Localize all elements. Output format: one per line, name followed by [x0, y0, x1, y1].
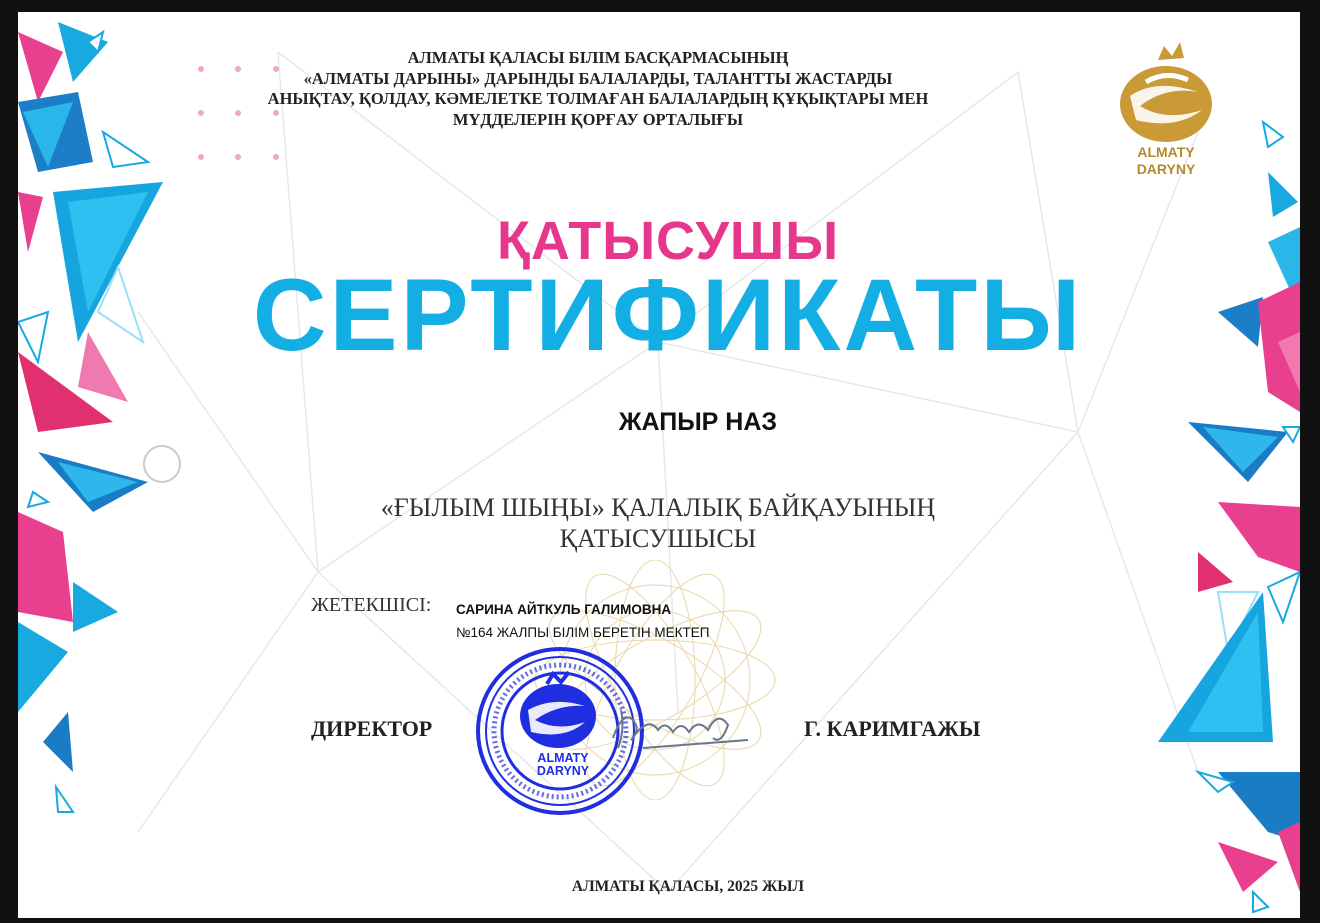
footer-place-year: АЛМАТЫ ҚАЛАСЫ, 2025 ЖЫЛ	[571, 878, 805, 895]
logo-line: DARYNY	[1136, 161, 1196, 177]
recipient-name: ЖАПЫР НАЗ	[618, 408, 778, 436]
logo-text	[1106, 144, 1226, 178]
leader-school: №164 ЖАЛПЫ БІЛІМ БЕРЕТІН МЕКТЕП	[456, 625, 710, 640]
leader-label: ЖЕТЕКШІСІ:	[311, 594, 432, 616]
stamp-line: ALMATY	[537, 751, 589, 765]
director-name: Г. КАРИМГАЖЫ	[804, 716, 981, 741]
header-line: «АЛМАТЫ ДАРЫНЫ» ДАРЫНДЫ БАЛАЛАРДЫ, ТАЛАНТТЫ ЖАСТАРДЫ	[303, 68, 893, 88]
title-participant: ҚАТЫСУШЫ	[496, 211, 840, 271]
header-line: АНЫҚТАУ, ҚОЛДАУ, КӘМЕЛЕТКЕ ТОЛМАҒАН БАЛАЛАРДЫҢ ҚҰҚЫҚТАРЫ МЕН	[267, 89, 929, 108]
award-line: «ҒЫЛЫМ ШЫҢЫ» ҚАЛАЛЫҚ БАЙҚАУЫНЫҢ	[380, 493, 936, 522]
certificate	[18, 12, 1300, 918]
leader-name: САРИНА АЙТКУЛЬ ГАЛИМОВНА	[456, 602, 672, 617]
award-description	[258, 492, 1058, 554]
header-line: АЛМАТЫ ҚАЛАСЫ БІЛІМ БАСҚАРМАСЫНЫҢ	[407, 48, 789, 67]
stamp-line: DARYNY	[536, 764, 590, 778]
director-label: ДИРЕКТОР	[311, 716, 433, 741]
stamp-text	[523, 752, 603, 778]
logo-line: ALMATY	[1137, 144, 1195, 160]
organization-header	[248, 48, 948, 130]
header-line: МҮДДЕЛЕРІН ҚОРҒАУ ОРТАЛЫҒЫ	[452, 109, 744, 129]
title-certificate: СЕРТИФИКАТЫ	[252, 258, 1084, 372]
award-line: ҚАТЫСУШЫСЫ	[559, 524, 757, 553]
director-signature	[603, 690, 753, 760]
ring-ornament	[140, 442, 184, 486]
